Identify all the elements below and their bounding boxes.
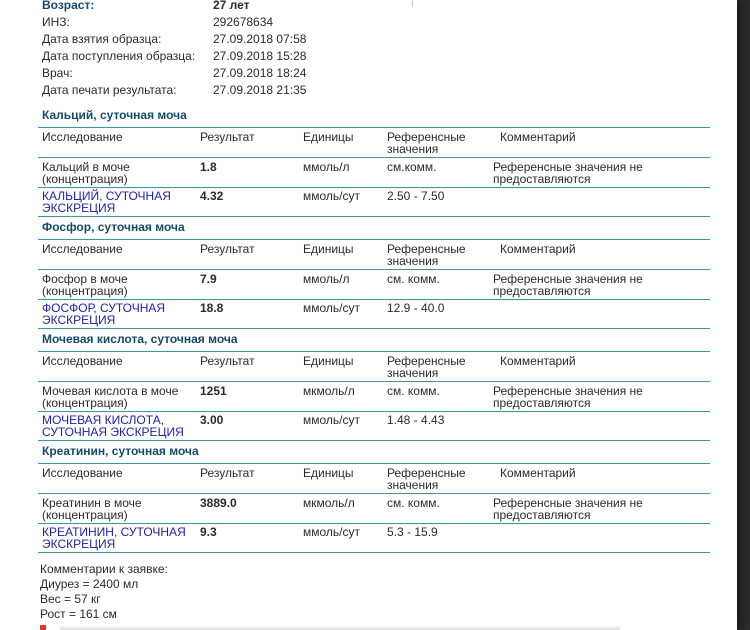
test-name: ФОСФОР, СУТОЧНАЯ xyxy=(42,301,166,315)
test-result: 7.9 xyxy=(200,272,217,286)
column-divider xyxy=(412,0,413,7)
header-comment: Комментарий xyxy=(500,242,576,256)
sample-received-label: Дата поступления образца: xyxy=(42,49,196,63)
print-date-value: 27.09.2018 21:35 xyxy=(213,83,307,97)
header-units: Единицы xyxy=(303,130,354,144)
section-rule xyxy=(38,463,710,464)
header-ref-2: значения xyxy=(387,366,439,380)
test-comment: Референсные значения не xyxy=(493,160,643,174)
header-ref: Референсные xyxy=(387,354,466,368)
footer-text-cut xyxy=(60,625,620,630)
header-units: Единицы xyxy=(303,466,354,480)
header-ref: Референсные xyxy=(387,466,466,480)
test-name-2: СУТОЧНАЯ ЭКСКРЕЦИЯ xyxy=(42,425,184,439)
comment-height: Рост = 161 см xyxy=(40,607,117,621)
comment-diuresis: Диурез = 2400 мл xyxy=(40,577,139,591)
comments-title: Комментарии к заявке: xyxy=(40,562,168,576)
test-units: мкмоль/л xyxy=(303,496,355,510)
test-reference: см.комм. xyxy=(387,160,437,174)
test-name: Креатинин в моче xyxy=(42,496,142,510)
doctor-value: 27.09.2018 18:24 xyxy=(213,66,307,80)
test-name-2: ЭКСКРЕЦИЯ xyxy=(42,201,116,215)
header-comment: Комментарий xyxy=(500,466,576,480)
test-units: ммоль/сут xyxy=(303,189,360,203)
test-comment: Референсные значения не xyxy=(493,384,643,398)
test-name: КРЕАТИНИН, СУТОЧНАЯ xyxy=(42,525,186,539)
header-units: Единицы xyxy=(303,242,354,256)
inz-value: 292678634 xyxy=(213,15,274,29)
header-study: Исследование xyxy=(42,354,123,368)
test-result: 3889.0 xyxy=(200,496,237,510)
section-rule xyxy=(38,351,710,352)
test-name-2: (концентрация) xyxy=(42,508,128,522)
section-title: Креатинин, суточная моча xyxy=(42,444,199,458)
test-reference: 5.3 - 15.9 xyxy=(387,525,438,539)
test-name: МОЧЕВАЯ КИСЛОТА, xyxy=(42,413,165,427)
comment-weight: Вес = 57 кг xyxy=(40,592,101,606)
test-result: 1.8 xyxy=(200,160,217,174)
section-title: Кальций, суточная моча xyxy=(42,108,187,122)
test-result: 3.00 xyxy=(200,413,224,427)
test-reference: см. комм. xyxy=(387,384,440,398)
header-result: Результат xyxy=(200,242,255,256)
test-reference: 2.50 - 7.50 xyxy=(387,189,445,203)
header-ref-2: значения xyxy=(387,142,439,156)
row-rule xyxy=(38,328,710,329)
test-comment-2: предоставляются xyxy=(493,508,591,522)
test-name-2: (концентрация) xyxy=(42,284,128,298)
row-rule xyxy=(38,523,710,524)
header-rule xyxy=(38,381,710,382)
header-ref-2: значения xyxy=(387,478,439,492)
test-reference: 1.48 - 4.43 xyxy=(387,413,445,427)
header-rule xyxy=(38,157,710,158)
test-comment-2: предоставляются xyxy=(493,396,591,410)
header-ref: Референсные xyxy=(387,242,466,256)
row-rule xyxy=(38,216,710,217)
header-comment: Комментарий xyxy=(500,130,576,144)
sample-received-value: 27.09.2018 15:28 xyxy=(213,49,307,63)
header-units: Единицы xyxy=(303,354,354,368)
test-result: 9.3 xyxy=(200,525,217,539)
test-units: ммоль/сут xyxy=(303,525,360,539)
test-units: ммоль/л xyxy=(303,272,350,286)
section-title: Мочевая кислота, суточная моча xyxy=(42,332,238,346)
test-name: Мочевая кислота в моче xyxy=(42,384,179,398)
header-ref: Референсные xyxy=(387,130,466,144)
test-comment-2: предоставляются xyxy=(493,172,591,186)
test-name-2: (концентрация) xyxy=(42,396,128,410)
row-rule xyxy=(38,411,710,412)
test-reference: см. комм. xyxy=(387,272,440,286)
footer-marker-red xyxy=(40,625,46,630)
header-study: Исследование xyxy=(42,242,123,256)
header-result: Результат xyxy=(200,466,255,480)
doctor-label: Врач: xyxy=(42,66,73,80)
header-result: Результат xyxy=(200,354,255,368)
section-rule xyxy=(38,239,710,240)
test-name: КАЛЬЦИЙ, СУТОЧНАЯ xyxy=(42,189,171,203)
inz-label: ИНЗ: xyxy=(42,15,70,29)
header-rule xyxy=(38,269,710,270)
test-result: 4.32 xyxy=(200,189,224,203)
row-rule xyxy=(38,440,710,441)
header-study: Исследование xyxy=(42,130,123,144)
print-date-label: Дата печати результата: xyxy=(42,83,177,97)
test-name-2: ЭКСКРЕЦИЯ xyxy=(42,537,116,551)
row-rule xyxy=(38,299,710,300)
test-comment: Референсные значения не xyxy=(493,496,643,510)
header-comment: Комментарий xyxy=(500,354,576,368)
test-result: 1251 xyxy=(200,384,227,398)
test-name-2: ЭКСКРЕЦИЯ xyxy=(42,313,116,327)
age-value: 27 лет xyxy=(213,0,250,12)
test-name-2: (концентрация) xyxy=(42,172,128,186)
sample-taken-value: 27.09.2018 07:58 xyxy=(213,32,307,46)
sample-taken-label: Дата взятия образца: xyxy=(42,32,162,46)
test-reference: 12.9 - 40.0 xyxy=(387,301,445,315)
test-units: ммоль/сут xyxy=(303,301,360,315)
test-name: Фосфор в моче xyxy=(42,272,128,286)
section-rule xyxy=(38,127,710,128)
header-result: Результат xyxy=(200,130,255,144)
header-study: Исследование xyxy=(42,466,123,480)
header-ref-2: значения xyxy=(387,254,439,268)
test-name: Кальций в моче xyxy=(42,160,130,174)
test-reference: см. комм. xyxy=(387,496,440,510)
row-rule xyxy=(38,552,710,553)
test-units: ммоль/сут xyxy=(303,413,360,427)
header-rule xyxy=(38,493,710,494)
test-units: ммоль/л xyxy=(303,160,350,174)
row-rule xyxy=(38,187,710,188)
age-label: Возраст: xyxy=(42,0,95,12)
test-comment: Референсные значения не xyxy=(493,272,643,286)
test-comment-2: предоставляются xyxy=(493,284,591,298)
section-title: Фосфор, суточная моча xyxy=(42,220,185,234)
test-result: 18.8 xyxy=(200,301,224,315)
test-units: мкмоль/л xyxy=(303,384,355,398)
